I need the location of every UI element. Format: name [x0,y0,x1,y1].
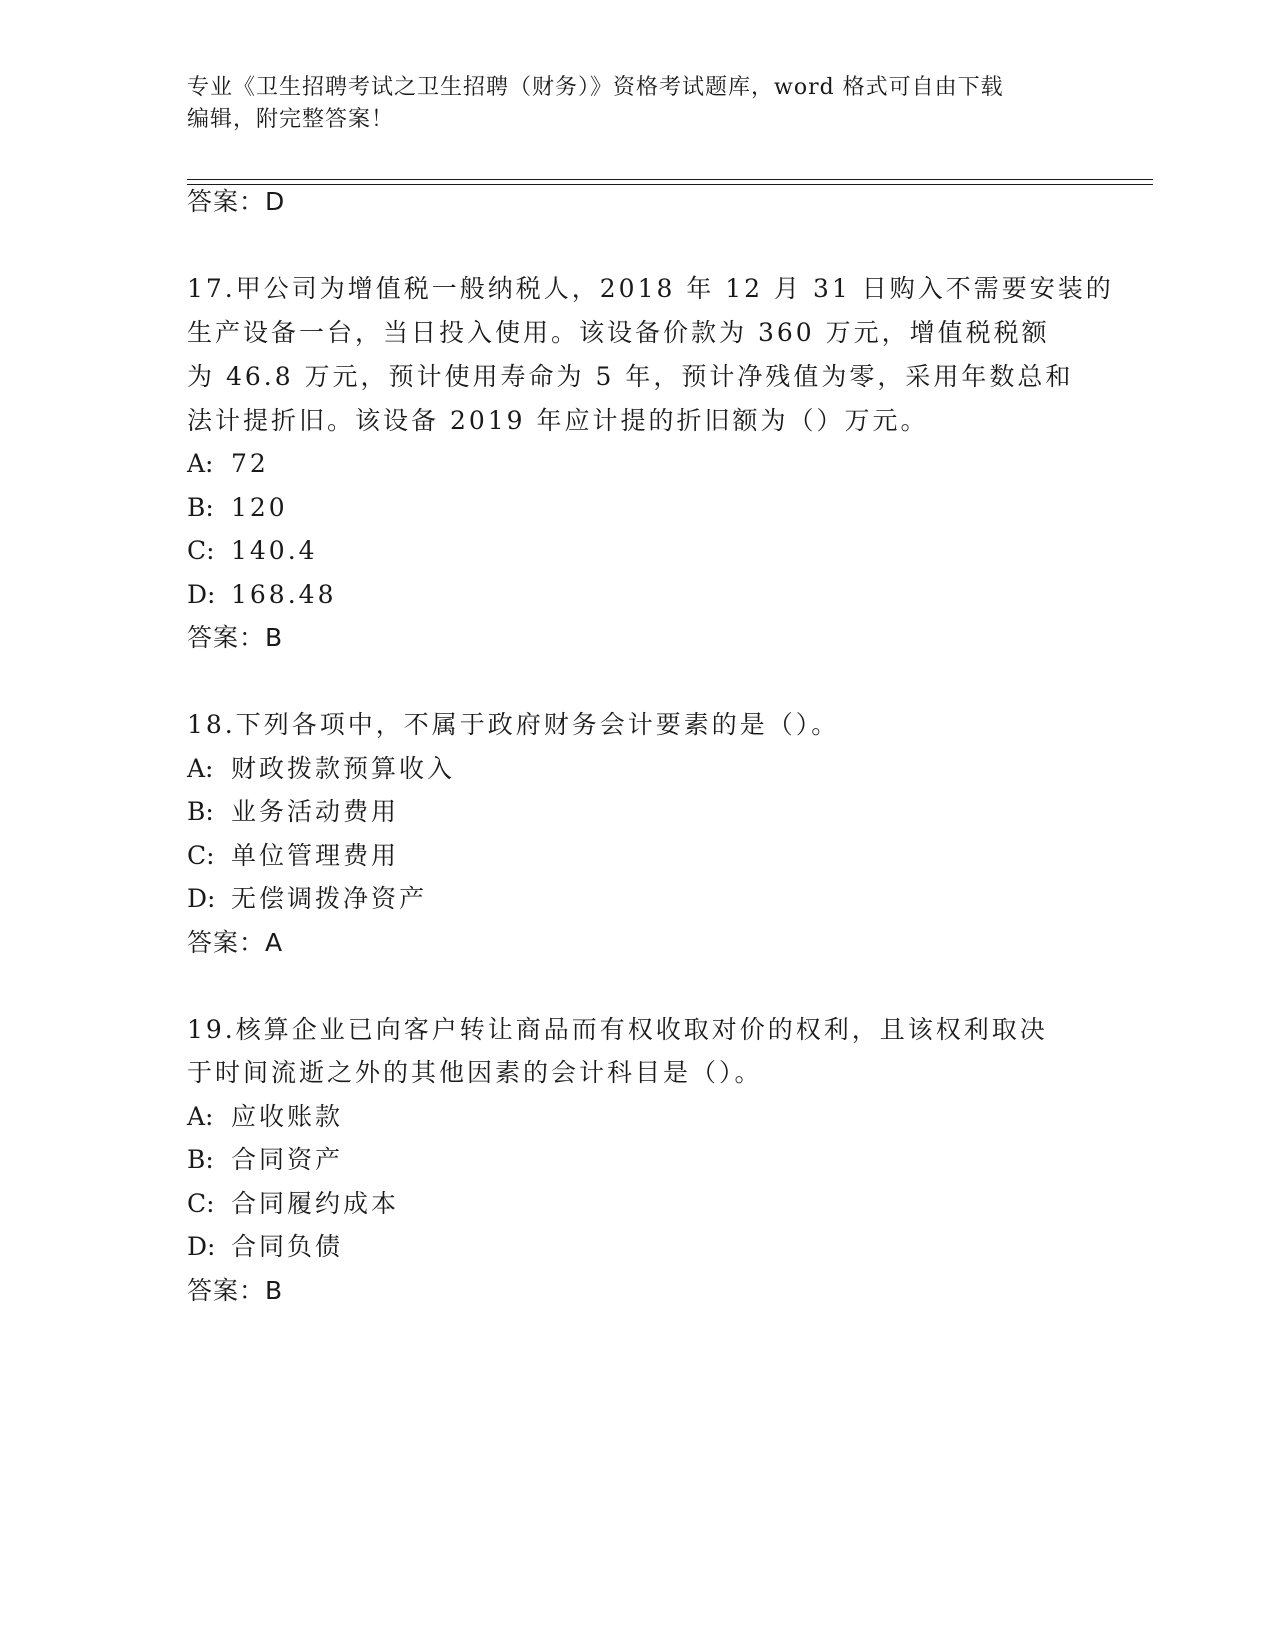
option-text: 应收账款 [231,1102,344,1131]
question-19-option-c [187,1186,399,1222]
question-19-answer: 答案：B [187,1276,284,1305]
option-text: 72 [231,449,269,478]
question-18-answer: 答案：A [187,928,284,957]
option-text: 财政拨款预算收入 [231,754,456,783]
option-text: 合同资产 [231,1145,344,1174]
option-label: B: [187,1145,214,1174]
header-divider-bottom [187,184,1153,185]
option-text: 合同履约成本 [231,1189,400,1218]
question-17-option-a [187,446,269,482]
question-17-stem-line-1: 17.甲公司为增值税一般纳税人，2018 年 12 月 31 日购入不需要安装的 [187,274,1114,303]
option-text: 合同负债 [231,1232,344,1261]
option-label: B: [187,797,214,826]
option-label: A: [187,754,214,783]
question-17-option-c [187,533,318,569]
question-17-answer: 答案：B [187,623,284,652]
option-text: 168.48 [231,580,337,609]
question-17-option-b [187,490,288,526]
question-17-stem-line-2: 生产设备一台，当日投入使用。该设备价款为 360 万元，增值税税额 [187,318,1050,347]
option-text: 120 [231,493,288,522]
header-divider-top [187,179,1153,180]
question-18-option-a [187,751,455,787]
option-label: C: [187,1189,215,1218]
question-18-option-c [187,838,399,874]
option-text: 140.4 [231,536,318,565]
question-17-stem-line-4: 法计提折旧。该设备 2019 年应计提的折旧额为（）万元。 [187,406,929,435]
header-line-1: 专业《卫生招聘考试之卫生招聘（财务）》资格考试题库，word 格式可自由下载 [187,75,1004,100]
question-18-stem-line-1: 18.下列各项中，不属于政府财务会计要素的是（）。 [187,710,840,739]
question-19-option-b [187,1142,343,1178]
option-label: D: [187,884,216,913]
question-19-stem-line-1: 19.核算企业已向客户转让商品而有权收取对价的权利，且该权利取决 [187,1015,1048,1044]
question-18-option-b [187,794,399,830]
question-17-option-d [187,577,336,613]
page-header [187,72,1087,136]
header-line-2: 编辑，附完整答案！ [187,107,395,132]
option-text: 单位管理费用 [231,841,400,870]
question-19-option-d [187,1229,343,1265]
option-label: A: [187,449,214,478]
option-label: C: [187,536,215,565]
option-label: B: [187,493,214,522]
option-label: D: [187,580,216,609]
option-label: C: [187,841,215,870]
question-19-stem-line-2: 于时间流逝之外的其他因素的会计科目是（）。 [187,1058,763,1087]
question-19-option-a [187,1099,343,1135]
question-17-stem-line-3: 为 46.8 万元，预计使用寿命为 5 年，预计净残值为零，采用年数总和 [187,362,1074,391]
question-18-option-d [187,881,427,917]
option-text: 无偿调拨净资产 [231,884,428,913]
option-text: 业务活动费用 [231,797,400,826]
option-label: A: [187,1102,214,1131]
previous-answer: 答案：D [187,187,286,216]
option-label: D: [187,1232,216,1261]
